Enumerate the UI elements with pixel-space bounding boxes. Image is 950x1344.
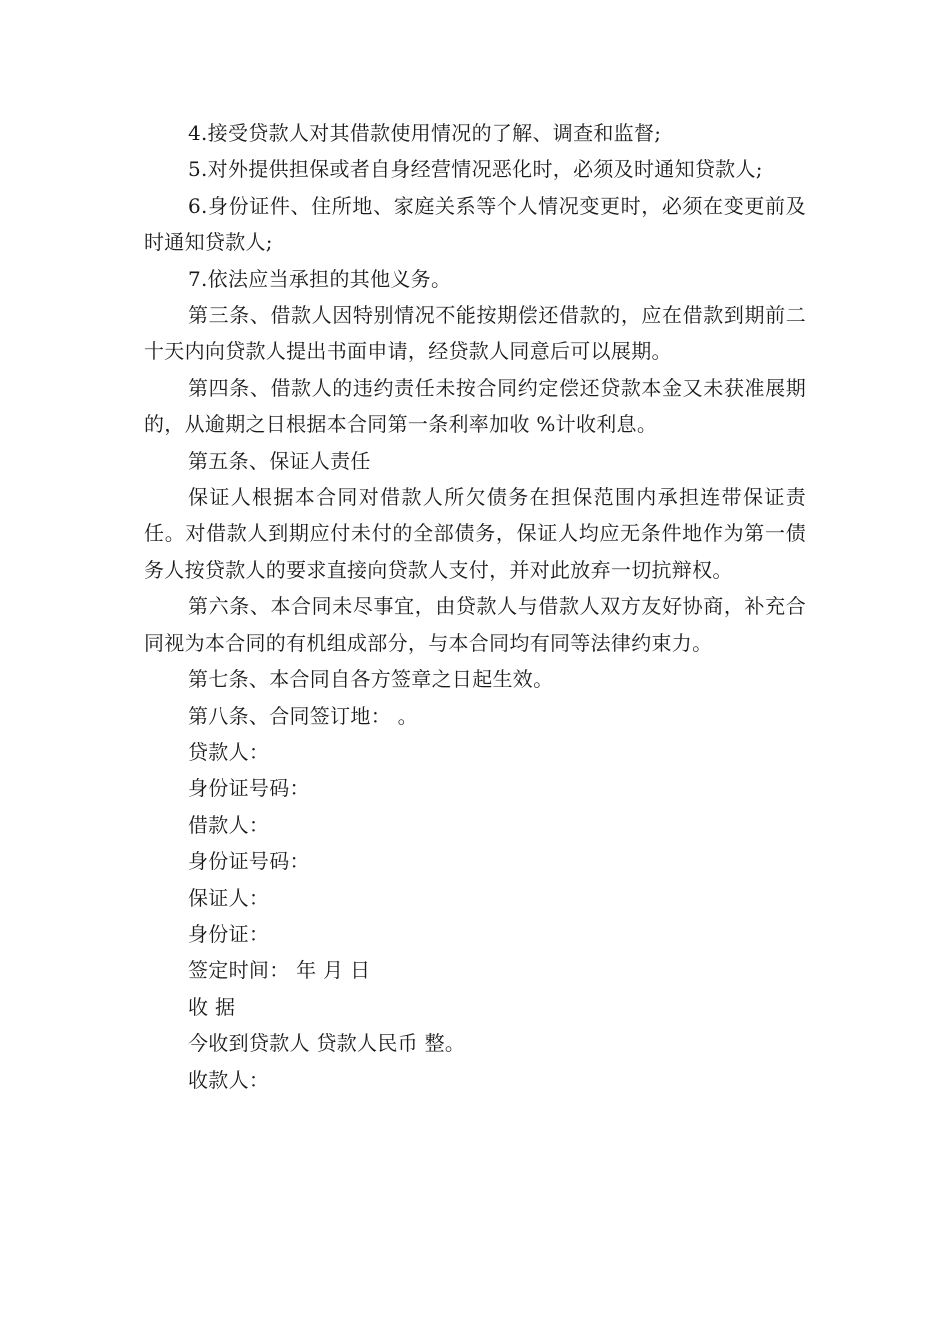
receipt-title: 收 据 bbox=[188, 994, 236, 1019]
paragraph-article-8: 第八条、合同签订地： 。 bbox=[188, 703, 418, 728]
paragraph-article-4: 第四条、借款人的违约责任未按合同约定偿还贷款本金又未获准展期的，从逾期之日根据本合同第一条利率加收 %计收利息。 bbox=[144, 375, 806, 437]
paragraph-article-6: 第六条、本合同未尽事宜，由贷款人与借款人双方友好协商，补充合同视为本合同的有机组成部分，与本合同均有同等法律约束力。 bbox=[144, 594, 806, 655]
signature-guarantor: 保证人： bbox=[188, 885, 270, 910]
signature-lender: 贷款人： bbox=[188, 739, 270, 764]
signature-borrower: 借款人： bbox=[188, 812, 270, 837]
receipt-payee: 收款人： bbox=[188, 1067, 270, 1092]
paragraph-obligation-7: 7.依法应当承担的其他义务。 bbox=[188, 266, 452, 291]
signing-date: 签定时间： 年 月 日 bbox=[188, 958, 371, 983]
receipt-body: 今收到贷款人 贷款人民币 整。 bbox=[188, 1031, 466, 1056]
paragraph-obligation-4: 4.接受贷款人对其借款使用情况的了解、调查和监督; bbox=[188, 121, 662, 145]
signature-lender-id: 身份证号码： bbox=[188, 776, 310, 801]
paragraph-article-3: 第三条、借款人因特别情况不能按期偿还借款的，应在借款到期前二十天内向贷款人提出书面申请，经贷款人同意后可以展期。 bbox=[144, 303, 806, 364]
signature-borrower-id: 身份证号码： bbox=[188, 849, 310, 874]
paragraph-guarantor-liability: 保证人根据本合同对借款人所欠债务在担保范围内承担连带保证责任。对借款人到期应付未付的全部债务，保证人均应无条件地作为第一债务人按贷款人的要求直接向贷款人支付，并对此放弃一切抗辩权。 bbox=[144, 485, 806, 582]
paragraph-article-7: 第七条、本合同自各方签章之日起生效。 bbox=[188, 667, 554, 692]
paragraph-obligation-5: 5.对外提供担保或者自身经营情况恶化时，必须及时通知贷款人; bbox=[188, 157, 763, 182]
signature-guarantor-id: 身份证： bbox=[188, 921, 270, 946]
paragraph-obligation-6: 6.身份证件、住所地、家庭关系等个人情况变更时，必须在变更前及时通知贷款人; bbox=[144, 193, 806, 255]
paragraph-article-5-heading: 第五条、保证人责任 bbox=[188, 448, 371, 473]
document-page bbox=[144, 115, 806, 1098]
